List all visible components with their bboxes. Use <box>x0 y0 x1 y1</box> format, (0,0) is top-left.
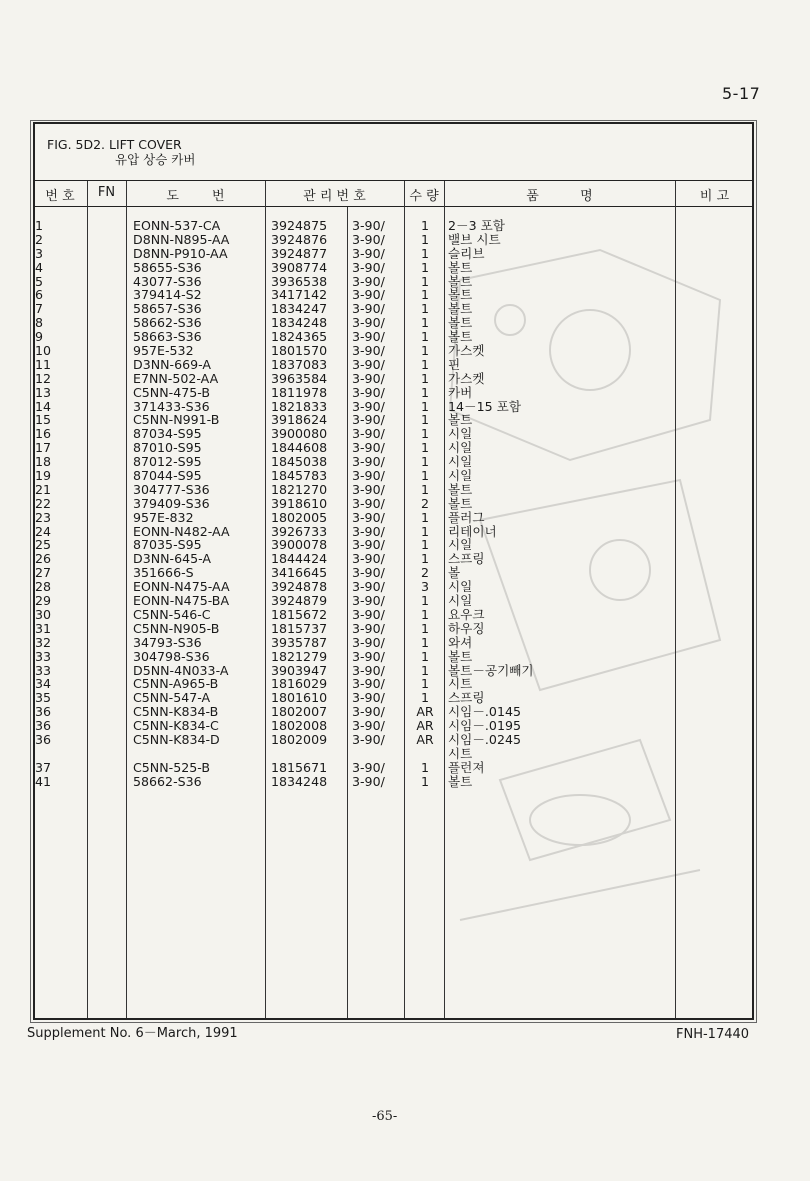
part-no-cell: EONN-537-CA <box>133 218 221 233</box>
mgmt-no-cell: 3417142 <box>271 287 328 303</box>
qty-cell: 1 <box>420 523 429 539</box>
qty-cell: 1 <box>420 259 429 275</box>
date-cell: 3-90/ <box>352 440 385 456</box>
date-cell: 3-90/ <box>352 759 385 775</box>
item-no-cell: 2 <box>35 231 44 247</box>
mgmt-no-cell <box>271 747 327 761</box>
part-name-cell: 시트 <box>448 676 473 692</box>
part-name-cell: 플러그 <box>448 509 485 525</box>
item-no-cell: 36 <box>35 704 52 720</box>
qty-cell: 1 <box>420 676 429 692</box>
qty-cell: 1 <box>420 606 429 622</box>
qty-cell: 1 <box>420 773 429 789</box>
part-name-cell: 하우징 <box>448 620 485 636</box>
item-no-cell: 26 <box>35 551 52 567</box>
item-no-cell: 10 <box>35 343 52 359</box>
item-no-cell: 4 <box>35 259 44 275</box>
qty-cell: 2 <box>420 565 429 581</box>
item-no-cell: 5 <box>35 273 44 289</box>
page-number: 5-17 <box>722 84 761 103</box>
date-cell: 3-90/ <box>352 648 385 664</box>
date-cell: 3-90/ <box>352 773 385 789</box>
part-name-cell: 볼트 <box>448 481 473 497</box>
date-cell: 3-90/ <box>352 426 385 442</box>
part-name-cell: 카버 <box>448 384 473 400</box>
qty-cell: 1 <box>420 634 429 650</box>
mgmt-no-cell: 1811978 <box>271 384 328 400</box>
part-name-cell: 리테이너 <box>448 523 497 539</box>
part-no-cell: 43077-S36 <box>133 273 202 289</box>
qty-cell: 1 <box>420 759 429 775</box>
part-no-cell: C5NN-547-A <box>133 690 211 706</box>
part-name-cell: 시트 <box>448 745 473 761</box>
mgmt-no-cell: 3900078 <box>271 537 328 553</box>
part-no-cell: 379409-S36 <box>133 495 210 511</box>
part-name-cell: 볼트 <box>448 259 473 275</box>
part-no-cell: 58663-S36 <box>133 329 202 345</box>
date-cell: 3-90/ <box>352 412 385 428</box>
item-no-cell: 41 <box>35 773 52 789</box>
part-name-cell: 가스켓 <box>448 370 485 386</box>
qty-cell: 1 <box>420 440 429 456</box>
part-name-cell: 가스켓 <box>448 343 485 359</box>
item-no-cell: 22 <box>35 495 52 511</box>
item-no-cell: 36 <box>35 731 52 747</box>
col-divider-date <box>347 207 348 1018</box>
item-no-cell: 21 <box>35 481 52 497</box>
qty-cell: 1 <box>420 356 429 372</box>
part-no-cell: D3NN-669-A <box>133 356 212 372</box>
supplement-note: Supplement No. 6－March, 1991 <box>27 1026 238 1041</box>
part-no-cell: EONN-N475-BA <box>133 593 230 609</box>
part-no-cell: C5NN-N905-B <box>133 620 220 636</box>
part-no-cell <box>133 747 230 761</box>
col-divider-mgmt <box>265 181 266 1018</box>
figure-subtitle: 유압 상승 카버 <box>115 152 196 167</box>
part-no-cell: 34793-S36 <box>133 634 202 650</box>
item-no-cell: 18 <box>35 454 52 470</box>
item-no-cell: 3 <box>35 245 44 261</box>
qty-cell: 1 <box>420 287 429 303</box>
col-divider-qty <box>404 181 405 1018</box>
date-cell: 3-90/ <box>352 718 385 734</box>
mgmt-no-cell: 1821270 <box>271 481 328 497</box>
qty-cell: AR <box>416 718 434 734</box>
item-no-cell: 13 <box>35 384 52 400</box>
column-date <box>352 219 385 789</box>
figure-title: FIG. 5D2. LIFT COVER <box>47 137 182 152</box>
header-fn: FN <box>97 185 116 200</box>
part-name-cell: 스프링 <box>448 690 485 706</box>
mgmt-no-cell: 3924879 <box>271 593 328 609</box>
part-name-cell: 볼트 <box>448 495 473 511</box>
mgmt-no-cell: 3936538 <box>271 273 328 289</box>
mgmt-no-cell: 3924875 <box>271 218 328 233</box>
mgmt-no-cell: 3908774 <box>271 259 328 275</box>
date-cell: 3-90/ <box>352 454 385 470</box>
item-no-cell: 15 <box>35 412 52 428</box>
header-top-rule <box>33 180 754 181</box>
mgmt-no-cell: 3926733 <box>271 523 328 539</box>
date-cell: 3-90/ <box>352 593 385 609</box>
qty-cell: 1 <box>420 412 429 428</box>
item-no-cell: 23 <box>35 509 52 525</box>
part-name-cell: 시임－.0245 <box>448 731 521 747</box>
mgmt-no-cell: 1801610 <box>271 690 328 706</box>
header-part-no: 도 번 <box>166 189 225 204</box>
mgmt-no-cell: 1801570 <box>271 343 328 359</box>
item-no-cell: 12 <box>35 370 52 386</box>
part-no-cell: 87034-S95 <box>133 426 202 442</box>
qty-cell: 1 <box>420 593 429 609</box>
mgmt-no-cell: 3924877 <box>271 245 328 261</box>
mgmt-no-cell: 1845038 <box>271 454 328 470</box>
part-name-cell: 와셔 <box>448 634 473 650</box>
item-no-cell: 33 <box>35 662 52 678</box>
mgmt-no-cell: 3918610 <box>271 495 328 511</box>
part-no-cell: 58662-S36 <box>133 773 202 789</box>
mgmt-no-cell: 1844608 <box>271 440 328 456</box>
date-cell: 3-90/ <box>352 634 385 650</box>
mgmt-no-cell: 1834248 <box>271 315 328 331</box>
mgmt-no-cell: 1824365 <box>271 329 328 345</box>
part-no-cell: EONN-N475-AA <box>133 579 230 595</box>
item-no-cell: 24 <box>35 523 52 539</box>
date-cell: 3-90/ <box>352 343 385 359</box>
part-name-cell: 볼트 <box>448 412 473 428</box>
mgmt-no-cell: 3900080 <box>271 426 328 442</box>
part-no-cell: 351666-S <box>133 565 194 581</box>
part-name-cell: 스프링 <box>448 551 485 567</box>
item-no-cell: 16 <box>35 426 52 442</box>
part-no-cell: 58662-S36 <box>133 315 202 331</box>
item-no-cell: 27 <box>35 565 52 581</box>
part-name-cell: 시임－.0195 <box>448 718 521 734</box>
part-no-cell: 304777-S36 <box>133 481 210 497</box>
item-no-cell: 36 <box>35 718 52 734</box>
part-no-cell: C5NN-N991-B <box>133 412 220 428</box>
part-no-cell: 87010-S95 <box>133 440 202 456</box>
part-no-cell: C5NN-A965-B <box>133 676 219 692</box>
item-no-cell: 17 <box>35 440 52 456</box>
column-mgmt-no <box>271 219 327 789</box>
part-name-cell: 볼트 <box>448 287 473 303</box>
mgmt-no-cell: 1815671 <box>271 759 328 775</box>
date-cell: 3-90/ <box>352 356 385 372</box>
qty-cell: 1 <box>420 426 429 442</box>
date-cell: 3-90/ <box>352 495 385 511</box>
column-item-no <box>35 219 51 789</box>
mgmt-no-cell: 1802008 <box>271 718 328 734</box>
part-name-cell: 플런져 <box>448 759 485 775</box>
part-no-cell: D3NN-645-A <box>133 551 212 567</box>
part-name-cell: 슬리브 <box>448 245 485 261</box>
col-divider-part <box>126 181 127 1018</box>
date-cell: 3-90/ <box>352 273 385 289</box>
col-divider-remarks <box>675 181 676 1018</box>
item-no-cell: 32 <box>35 634 52 650</box>
document-code: FNH-17440 <box>676 1027 750 1042</box>
part-no-cell: C5NN-K834-C <box>133 718 219 734</box>
header-remarks: 비 고 <box>699 189 730 204</box>
qty-cell: 1 <box>420 690 429 706</box>
mgmt-no-cell: 3918624 <box>271 412 328 428</box>
qty-cell: 1 <box>420 509 429 525</box>
part-no-cell: 371433-S36 <box>133 398 210 414</box>
qty-cell: 1 <box>420 620 429 636</box>
qty-cell: 1 <box>420 231 429 247</box>
qty-cell: AR <box>416 704 434 720</box>
date-cell: 3-90/ <box>352 287 385 303</box>
qty-cell: 1 <box>420 218 429 233</box>
column-part-name <box>448 219 534 789</box>
qty-cell <box>410 747 440 761</box>
item-no-cell: 34 <box>35 676 52 692</box>
date-cell: 3-90/ <box>352 384 385 400</box>
mgmt-no-cell: 3935787 <box>271 634 328 650</box>
item-no-cell: 33 <box>35 648 52 664</box>
part-no-cell: 58655-S36 <box>133 259 202 275</box>
header-mgmt-no: 관 리 번 호 <box>303 189 366 204</box>
date-cell: 3-90/ <box>352 218 385 233</box>
part-no-cell: EONN-N482-AA <box>133 523 230 539</box>
mgmt-no-cell: 1821833 <box>271 398 328 414</box>
mgmt-no-cell: 3924876 <box>271 231 328 247</box>
part-name-cell: 볼트 <box>448 315 473 331</box>
part-name-cell: 2－3 포함 <box>448 218 505 233</box>
mgmt-no-cell: 3416645 <box>271 565 328 581</box>
mgmt-no-cell: 1821279 <box>271 648 328 664</box>
item-no-cell: 8 <box>35 315 44 331</box>
mgmt-no-cell: 3903947 <box>271 662 328 678</box>
date-cell: 3-90/ <box>352 301 385 317</box>
date-cell: 3-90/ <box>352 481 385 497</box>
item-no-cell: 25 <box>35 537 52 553</box>
header-bottom-rule <box>33 206 754 207</box>
part-name-cell: 시임－.0145 <box>448 704 521 720</box>
part-name-cell: 14－15 포함 <box>448 398 521 414</box>
part-no-cell: 87044-S95 <box>133 468 202 484</box>
part-name-cell: 볼트－공기빼기 <box>448 662 534 678</box>
part-name-cell: 밸브 시트 <box>448 231 501 247</box>
item-no-cell: 9 <box>35 329 44 345</box>
qty-cell: 1 <box>420 273 429 289</box>
part-name-cell: 시일 <box>448 579 473 595</box>
item-no-cell: 28 <box>35 579 52 595</box>
qty-cell: 1 <box>420 384 429 400</box>
part-no-cell: D8NN-N895-AA <box>133 231 230 247</box>
date-cell: 3-90/ <box>352 537 385 553</box>
mgmt-no-cell: 1802007 <box>271 704 328 720</box>
item-no-cell: 11 <box>35 356 52 372</box>
mgmt-no-cell: 1802009 <box>271 731 328 747</box>
item-no-cell: 1 <box>35 218 44 233</box>
qty-cell: 1 <box>420 329 429 345</box>
part-no-cell: C5NN-475-B <box>133 384 210 400</box>
part-no-cell: 58657-S36 <box>133 301 202 317</box>
mgmt-no-cell: 1815672 <box>271 606 328 622</box>
column-part-no <box>133 219 230 789</box>
part-name-cell: 시일 <box>448 593 473 609</box>
header-no: 번 호 <box>45 189 75 204</box>
date-cell: 3-90/ <box>352 370 385 386</box>
date-cell: 3-90/ <box>352 731 385 747</box>
date-cell <box>352 747 385 761</box>
qty-cell: 1 <box>420 551 429 567</box>
header-name: 품 명 <box>526 189 593 204</box>
date-cell: 3-90/ <box>352 398 385 414</box>
part-name-cell: 볼트 <box>448 273 473 289</box>
qty-cell: 2 <box>420 495 429 511</box>
qty-cell: 1 <box>420 537 429 553</box>
part-name-cell: 볼트 <box>448 773 473 789</box>
date-cell: 3-90/ <box>352 579 385 595</box>
date-cell: 3-90/ <box>352 690 385 706</box>
date-cell: 3-90/ <box>352 231 385 247</box>
item-no-cell: 37 <box>35 759 52 775</box>
qty-cell: AR <box>416 731 434 747</box>
col-divider-fn <box>87 181 88 1018</box>
date-cell: 3-90/ <box>352 676 385 692</box>
item-no-cell <box>35 747 51 761</box>
qty-cell: 1 <box>420 468 429 484</box>
part-no-cell: C5NN-K834-B <box>133 704 219 720</box>
part-name-cell: 시일 <box>448 426 473 442</box>
date-cell: 3-90/ <box>352 468 385 484</box>
qty-cell: 3 <box>420 579 429 595</box>
qty-cell: 1 <box>420 370 429 386</box>
date-cell: 3-90/ <box>352 315 385 331</box>
part-no-cell: C5NN-525-B <box>133 759 210 775</box>
column-qty <box>410 219 440 789</box>
part-no-cell: 957E-532 <box>133 343 194 359</box>
item-no-cell: 29 <box>35 593 52 609</box>
part-name-cell: 시일 <box>448 440 473 456</box>
part-no-cell: E7NN-502-AA <box>133 370 219 386</box>
part-no-cell: C5NN-K834-D <box>133 731 220 747</box>
item-no-cell: 30 <box>35 606 52 622</box>
mgmt-no-cell: 3924878 <box>271 579 328 595</box>
mgmt-no-cell: 1845783 <box>271 468 328 484</box>
date-cell: 3-90/ <box>352 509 385 525</box>
mgmt-no-cell: 1815737 <box>271 620 328 636</box>
part-no-cell: 87035-S95 <box>133 537 202 553</box>
qty-cell: 1 <box>420 481 429 497</box>
item-no-cell: 35 <box>35 690 52 706</box>
qty-cell: 1 <box>420 245 429 261</box>
part-name-cell: 볼트 <box>448 329 473 345</box>
part-name-cell: 핀 <box>448 356 461 372</box>
date-cell: 3-90/ <box>352 620 385 636</box>
part-no-cell: 957E-832 <box>133 509 194 525</box>
part-name-cell: 시일 <box>448 454 473 470</box>
item-no-cell: 31 <box>35 620 52 636</box>
mgmt-no-cell: 1837083 <box>271 356 328 372</box>
mgmt-no-cell: 1834248 <box>271 773 328 789</box>
qty-cell: 1 <box>420 662 429 678</box>
mgmt-no-cell: 1844424 <box>271 551 328 567</box>
date-cell: 3-90/ <box>352 259 385 275</box>
date-cell: 3-90/ <box>352 551 385 567</box>
bottom-page-number: -65- <box>372 1109 398 1124</box>
header-qty: 수 량 <box>409 189 439 204</box>
item-no-cell: 7 <box>35 301 44 317</box>
date-cell: 3-90/ <box>352 565 385 581</box>
qty-cell: 1 <box>420 398 429 414</box>
col-divider-name <box>444 181 445 1018</box>
part-name-cell: 요우크 <box>448 606 485 622</box>
part-name-cell: 시일 <box>448 537 473 553</box>
date-cell: 3-90/ <box>352 662 385 678</box>
part-no-cell: D5NN-4N033-A <box>133 662 229 678</box>
date-cell: 3-90/ <box>352 523 385 539</box>
qty-cell: 1 <box>420 315 429 331</box>
part-name-cell: 볼 <box>448 565 461 581</box>
date-cell: 3-90/ <box>352 329 385 345</box>
part-no-cell: 379414-S2 <box>133 287 202 303</box>
qty-cell: 1 <box>420 454 429 470</box>
mgmt-no-cell: 3963584 <box>271 370 328 386</box>
date-cell: 3-90/ <box>352 606 385 622</box>
date-cell: 3-90/ <box>352 704 385 720</box>
part-no-cell: D8NN-P910-AA <box>133 245 228 261</box>
part-name-cell: 볼트 <box>448 648 473 664</box>
item-no-cell: 14 <box>35 398 52 414</box>
qty-cell: 1 <box>420 301 429 317</box>
part-no-cell: 304798-S36 <box>133 648 210 664</box>
item-no-cell: 6 <box>35 287 44 303</box>
item-no-cell: 19 <box>35 468 52 484</box>
part-no-cell: 87012-S95 <box>133 454 202 470</box>
part-name-cell: 시일 <box>448 468 473 484</box>
part-no-cell: C5NN-546-C <box>133 606 211 622</box>
date-cell: 3-90/ <box>352 245 385 261</box>
mgmt-no-cell: 1816029 <box>271 676 328 692</box>
mgmt-no-cell: 1802005 <box>271 509 328 525</box>
qty-cell: 1 <box>420 648 429 664</box>
qty-cell: 1 <box>420 343 429 359</box>
mgmt-no-cell: 1834247 <box>271 301 328 317</box>
part-name-cell: 볼트 <box>448 301 473 317</box>
